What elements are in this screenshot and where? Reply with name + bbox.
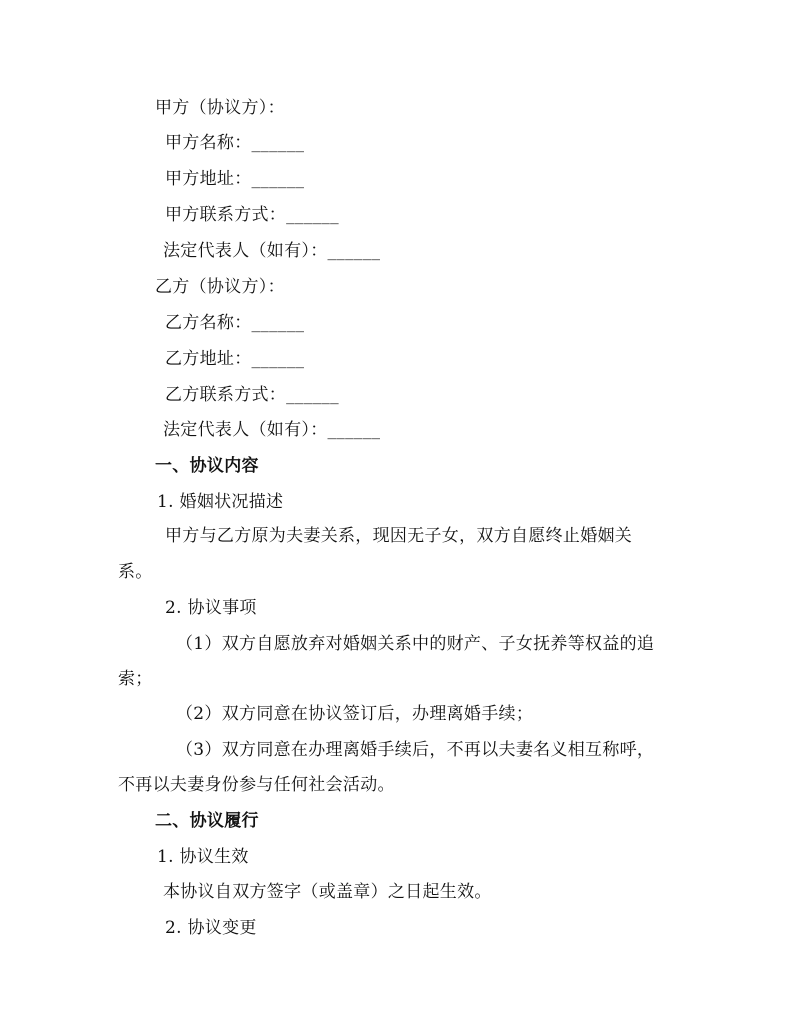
party-b-name-field: 乙方名称：______ bbox=[165, 313, 305, 333]
section-1-item-2-heading: 2. 协议事项 bbox=[165, 598, 257, 618]
marriage-status-paragraph-line-1: 甲方与乙方原为夫妻关系，现因无子女，双方自愿终止婚姻关 bbox=[165, 526, 633, 546]
clause-3-line-1: （3）双方同意在办理离婚手续后，不再以夫妻名义相互称呼， bbox=[176, 740, 655, 760]
party-b-contact-field: 乙方联系方式：______ bbox=[165, 385, 339, 405]
clause-2: （2）双方同意在协议签订后，办理离婚手续； bbox=[176, 704, 534, 724]
effectiveness-paragraph: 本协议自双方签字（或盖章）之日起生效。 bbox=[163, 882, 492, 902]
section-1-heading: 一、协议内容 bbox=[155, 456, 259, 476]
clause-1-line-2: 索； bbox=[118, 669, 153, 689]
party-a-address-field: 甲方地址：______ bbox=[165, 169, 305, 189]
clause-1-line-1: （1）双方自愿放弃对婚姻关系中的财产、子女抚养等权益的追 bbox=[176, 634, 655, 654]
party-b-address-field: 乙方地址：______ bbox=[165, 349, 305, 369]
party-b-heading: 乙方（协议方）： bbox=[155, 277, 285, 297]
party-a-name-field: 甲方名称：______ bbox=[165, 133, 305, 153]
party-a-legal-rep-field: 法定代表人（如有）：______ bbox=[163, 241, 381, 261]
section-2-item-2-heading: 2. 协议变更 bbox=[165, 918, 257, 938]
clause-3-line-2: 不再以夫妻身份参与任何社会活动。 bbox=[118, 775, 395, 795]
section-2-item-1-heading: 1. 协议生效 bbox=[157, 847, 249, 867]
section-2-heading: 二、协议履行 bbox=[155, 811, 259, 831]
party-b-legal-rep-field: 法定代表人（如有）：______ bbox=[163, 420, 381, 440]
party-a-heading: 甲方（协议方）： bbox=[155, 98, 285, 118]
party-a-contact-field: 甲方联系方式：______ bbox=[165, 205, 339, 225]
section-1-item-1-heading: 1. 婚姻状况描述 bbox=[157, 492, 284, 512]
marriage-status-paragraph-line-2: 系。 bbox=[118, 562, 153, 582]
